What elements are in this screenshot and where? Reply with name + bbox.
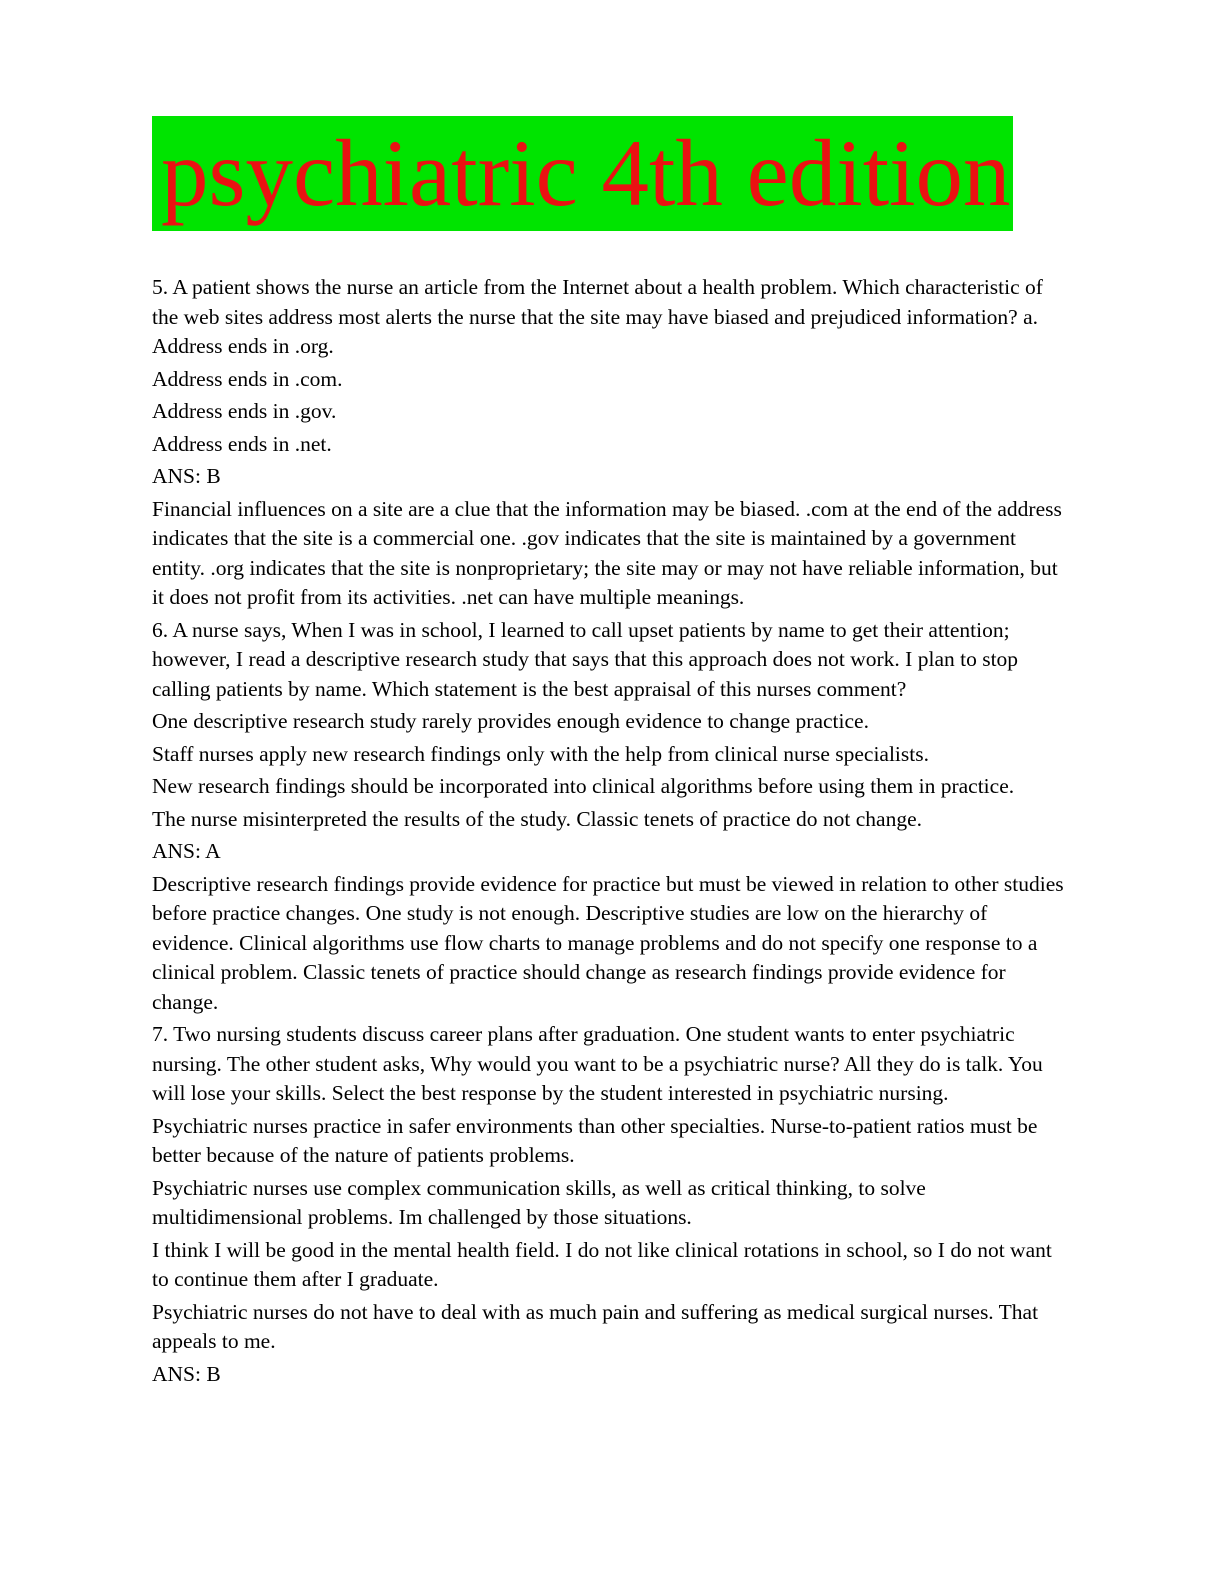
question-7-text: 7. Two nursing students discuss career plans after graduation. One student wants to enter psychiatric nursing. The other student asks, Why would you want to be a psychiatric nurse? All they do is talk. You will lose your skills. Select the best response by the student interested in psychiatric nursing. <box>152 1022 1043 1105</box>
q5-option-gov: Address ends in .gov. <box>152 399 337 423</box>
question-6-text: 6. A nurse says, When I was in school, I learned to call upset patients by name to get their attention; however, I read a descriptive research study that says that this approach does not work. I plan to stop calling patients by name. Which statement is the best appraisal of this nurses comment? <box>152 617 1019 701</box>
title-banner <box>152 116 1013 231</box>
q6-option-c: New research findings should be incorporated into clinical algorithms before using them in practice. <box>152 774 1015 798</box>
q5-option-com: Address ends in .com. <box>152 366 343 391</box>
q5-option-net: Address ends in .net. <box>152 431 332 456</box>
document-body <box>152 273 1072 1392</box>
q6-rationale: Descriptive research findings provide evidence for practice but must be viewed in relation to other studies before practice changes. One study is not enough. Descriptive studies are low on the hierarchy of evidence. Clinical algorithms use flow charts to manage problems and do not specify one response to a clinical problem. Classic tenets of practice should change as research findings provide evidence for change. <box>152 871 1064 1014</box>
q5-answer-key: ANS: B <box>152 464 221 488</box>
q7-option-c: I think I will be good in the mental health field. I do not like clinical rotations in school, so I do not want to continue them after I graduate. <box>152 1237 1052 1291</box>
q6-answer-key: ANS: A <box>152 839 221 863</box>
q7-answer-key: ANS: B <box>152 1361 221 1386</box>
q7-option-d: Psychiatric nurses do not have to deal with as much pain and suffering as medical surgical nurses. That appeals to me. <box>152 1299 1039 1353</box>
document-title: psychiatric 4th edition <box>161 120 1011 226</box>
q7-option-a: Psychiatric nurses practice in safer environments than other specialties. Nurse-to-patient ratios must be better because of the nature of patients problems. <box>152 1113 1038 1167</box>
q5-rationale: Financial influences on a site are a clue that the information may be biased. .com at the end of the address indicates that the site is a commercial one. .gov indicates that the site is maintained by a government entity. .org indicates that the site is nonproprietary; the site may or may not have reliable information, but it does not profit from its activities. .net can have multiple meanings. <box>152 496 1062 609</box>
q7-option-b: Psychiatric nurses use complex communication skills, as well as critical thinking, to solve multidimensional problems. Im challenged by those situations. <box>152 1175 926 1229</box>
q6-option-b: Staff nurses apply new research findings only with the help from clinical nurse specialists. <box>152 741 929 766</box>
q6-option-a: One descriptive research study rarely provides enough evidence to change practice. <box>152 709 869 733</box>
question-5-text: 5. A patient shows the nurse an article from the Internet about a health problem. Which characteristic of the web sites address most alerts the nurse that the site may have biased and prejudiced information? a. Address ends in .org. <box>152 275 1043 358</box>
q6-option-d: The nurse misinterpreted the results of the study. Classic tenets of practice do not change. <box>152 806 922 831</box>
